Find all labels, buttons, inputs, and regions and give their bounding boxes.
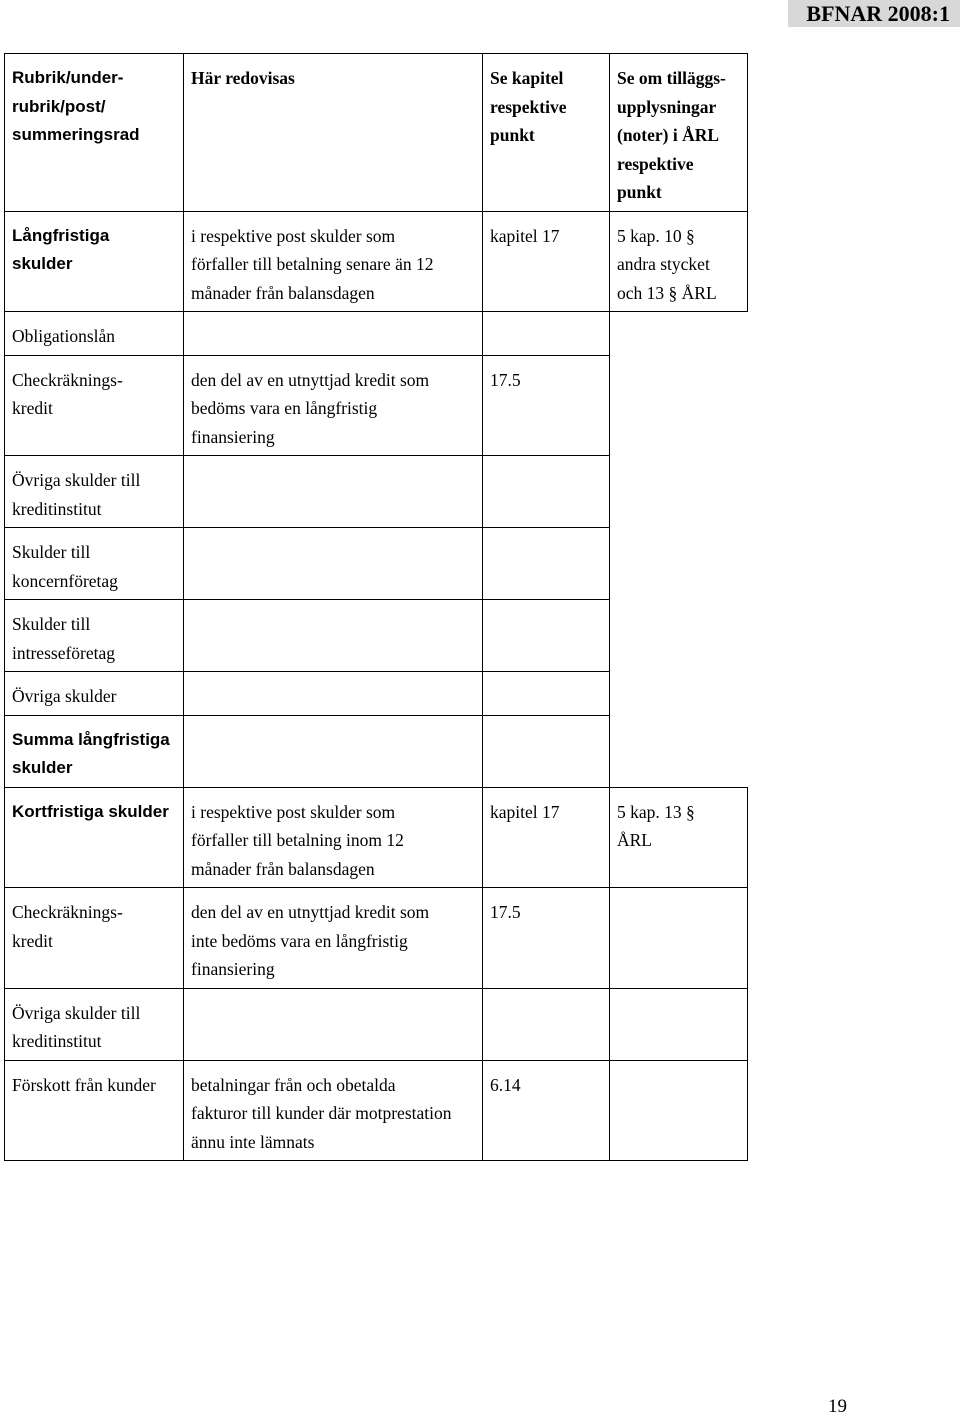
note-ref-cell xyxy=(610,456,748,528)
note-ref-cell xyxy=(610,355,748,456)
chapter-cell xyxy=(483,672,610,716)
row-title-cell: Långfristiga skulder xyxy=(5,211,184,312)
row-title-cell: Övriga skulder xyxy=(5,672,184,716)
description-cell xyxy=(184,672,483,716)
table-row xyxy=(5,1060,748,1161)
chapter-cell xyxy=(483,715,610,787)
description-cell xyxy=(184,600,483,672)
table-row xyxy=(5,528,748,600)
note-ref-cell xyxy=(610,988,748,1060)
row-title-cell: Övriga skulder till kreditinstitut xyxy=(5,988,184,1060)
table-row xyxy=(5,600,748,672)
row-title-cell: Skulder till intresseföretag xyxy=(5,600,184,672)
page-number: 19 xyxy=(828,1396,847,1417)
description-cell xyxy=(184,312,483,356)
row-title-cell: Skulder till koncernföretag xyxy=(5,528,184,600)
description-cell: betalningar från och obetalda fakturor till kunder där motprestation ännu inte lämnats xyxy=(184,1060,483,1161)
row-title-cell: Checkräknings- kredit xyxy=(5,888,184,989)
table-row xyxy=(5,787,748,888)
table-row xyxy=(5,672,748,716)
table-row xyxy=(5,456,748,528)
note-ref-cell xyxy=(610,715,748,787)
description-cell xyxy=(184,715,483,787)
description-cell xyxy=(184,528,483,600)
description-cell xyxy=(184,456,483,528)
document-code-tag: BFNAR 2008:1 xyxy=(788,0,960,27)
chapter-cell xyxy=(483,528,610,600)
row-title-cell: Checkräknings- kredit xyxy=(5,355,184,456)
row-title-cell: Kortfristiga skulder xyxy=(5,787,184,888)
note-ref-cell xyxy=(610,888,748,989)
note-ref-cell: 5 kap. 10 § andra stycket och 13 § ÅRL xyxy=(610,211,748,312)
description-cell xyxy=(184,988,483,1060)
header-cell-rubrik: Rubrik/under- rubrik/post/ summeringsrad xyxy=(5,54,184,212)
header-row xyxy=(5,54,748,212)
header-cell-se-kapitel: Se kapitel respektive punkt xyxy=(483,54,610,212)
description-cell: i respektive post skulder som förfaller till betalning senare än 12 månader från balansdagen xyxy=(184,211,483,312)
row-title-cell: Summa långfristiga skulder xyxy=(5,715,184,787)
row-title-cell: Obligationslån xyxy=(5,312,184,356)
header-cell-se-om-tillaggsupplysningar: Se om tilläggs- upplysningar (noter) i ÅRL respektive punkt xyxy=(610,54,748,212)
note-ref-cell xyxy=(610,312,748,356)
chapter-cell: 6.14 xyxy=(483,1060,610,1161)
chapter-cell xyxy=(483,600,610,672)
row-title-cell: Övriga skulder till kreditinstitut xyxy=(5,456,184,528)
note-ref-cell xyxy=(610,600,748,672)
chapter-cell: 17.5 xyxy=(483,888,610,989)
table-row xyxy=(5,715,748,787)
description-cell: i respektive post skulder som förfaller till betalning inom 12 månader från balansdagen xyxy=(184,787,483,888)
table-row xyxy=(5,312,748,356)
note-ref-cell xyxy=(610,528,748,600)
accounting-table xyxy=(4,53,748,1161)
chapter-cell xyxy=(483,988,610,1060)
chapter-cell xyxy=(483,456,610,528)
table-row xyxy=(5,888,748,989)
chapter-cell: 17.5 xyxy=(483,355,610,456)
description-cell: den del av en utnyttjad kredit som inte bedöms vara en långfristig finansiering xyxy=(184,888,483,989)
chapter-cell xyxy=(483,312,610,356)
note-ref-cell: 5 kap. 13 § ÅRL xyxy=(610,787,748,888)
header-cell-har-redovisas: Här redovisas xyxy=(184,54,483,212)
note-ref-cell xyxy=(610,672,748,716)
table-row xyxy=(5,355,748,456)
note-ref-cell xyxy=(610,1060,748,1161)
description-cell: den del av en utnyttjad kredit som bedöms vara en långfristig finansiering xyxy=(184,355,483,456)
chapter-cell: kapitel 17 xyxy=(483,211,610,312)
row-title-cell: Förskott från kunder xyxy=(5,1060,184,1161)
table-row xyxy=(5,211,748,312)
table-row xyxy=(5,988,748,1060)
chapter-cell: kapitel 17 xyxy=(483,787,610,888)
